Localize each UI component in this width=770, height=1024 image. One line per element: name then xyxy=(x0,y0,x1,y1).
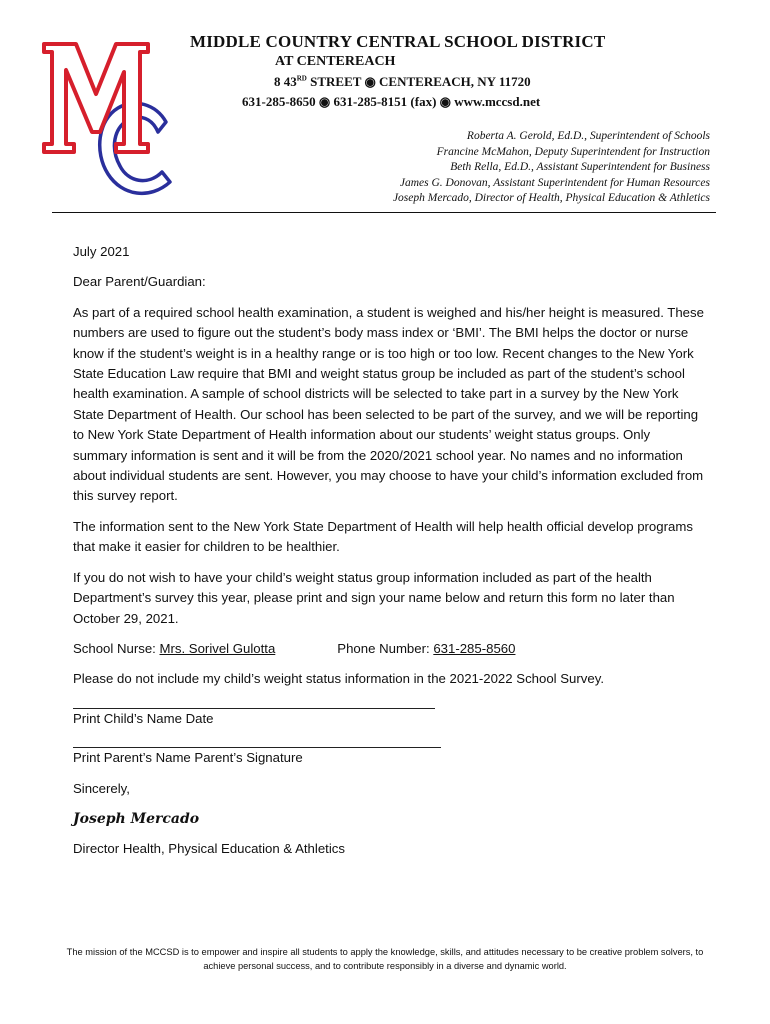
header-divider xyxy=(52,212,716,213)
signer-title: Director Health, Physical Education & Athletics xyxy=(73,841,345,857)
closing: Sincerely, xyxy=(73,780,130,796)
mission-statement: The mission of the MCCSD is to empower and inspire all students to apply the knowledge, skills, and attitudes necessary to be creative problem solvers, to achieve personal success, and to contribute responsibly in a diverse and dynamic world. xyxy=(66,947,704,971)
phone-number: 631-285-8560 xyxy=(433,640,516,656)
administrator-list xyxy=(190,129,710,207)
administrator-line: Joseph Mercado, Director of Health, Physical Education & Athletics xyxy=(392,192,710,204)
salutation: Dear Parent/Guardian: xyxy=(73,274,206,290)
signature: Joseph Mercado xyxy=(73,810,200,827)
nurse-name: Mrs. Sorivel Gulotta xyxy=(159,640,276,656)
address-street: STREET ◉ CENTEREACH, NY 11720 xyxy=(306,74,531,89)
letter-body xyxy=(73,242,705,870)
address-suffix: RD xyxy=(296,74,307,83)
district-address xyxy=(274,74,531,90)
district-location: AT CENTEREACH xyxy=(275,54,396,69)
district-name: MIDDLE COUNTRY CENTRAL SCHOOL DISTRICT xyxy=(190,32,606,51)
nurse-contact-line xyxy=(73,639,705,659)
paragraph-purpose: The information sent to the New York State Department of Health will help health official develop programs that make it easier for children to be healthier. xyxy=(73,518,693,555)
administrator-line: Roberta A. Gerold, Ed.D., Superintendent of Schools xyxy=(466,130,710,142)
district-contact: 631-285-8650 ◉ 631-285-8151 (fax) ◉ www.mccsd.net xyxy=(242,94,541,109)
district-logo xyxy=(38,36,188,204)
paragraph-bmi: As part of a required school health examination, a student is weighed and his/her height is measured. These numbers are used to figure out the student’s body mass index or ‘BMI’. The BMI helps the doctor or nurse know if the student’s weight is in a healthy range or is too high or too low. Recent changes to the New York State Education Law require that BMI and weight status group be included as part of the student’s school health examination. A sample of school districts will be selected to take part in a survey by the New York State Department of Health. Our school has been selected to be part of the survey, and we will be reporting to New York State Department of Health information about our students’ weight status groups. Only summary information is sent and it will be from the 2020/2021 school year. No names and no information about individual students are sent. However, you may choose to have your child’s information excluded from this survey report. xyxy=(73,304,704,504)
administrator-line: Francine McMahon, Deputy Superintendent for Instruction xyxy=(436,145,710,158)
administrator-line: James G. Donovan, Assistant Superintendent for Human Resources xyxy=(399,176,710,189)
parent-line-label: Print Parent’s Name Parent’s Signature xyxy=(73,750,303,766)
opt-out-statement: Please do not include my child’s weight status information in the 2021-2022 School Survey. xyxy=(73,671,604,687)
mc-logo-graphic xyxy=(38,36,188,204)
nurse-info xyxy=(73,639,275,659)
phone-info xyxy=(337,639,515,659)
address-number: 8 43 xyxy=(274,74,297,89)
administrator-line: Beth Rella, Ed.D., Assistant Superintendent for Business xyxy=(450,161,710,173)
letter-date: July 2021 xyxy=(73,244,130,259)
child-line-label: Print Child’s Name Date xyxy=(73,710,214,726)
paragraph-instructions: If you do not wish to have your child’s weight status group information included as part of the health Department’s survey this year, please print and sign your name below and return this form no later than October 29, 2021. xyxy=(73,569,675,626)
phone-label: Phone Number: xyxy=(337,640,434,656)
nurse-label: School Nurse: xyxy=(73,640,160,656)
